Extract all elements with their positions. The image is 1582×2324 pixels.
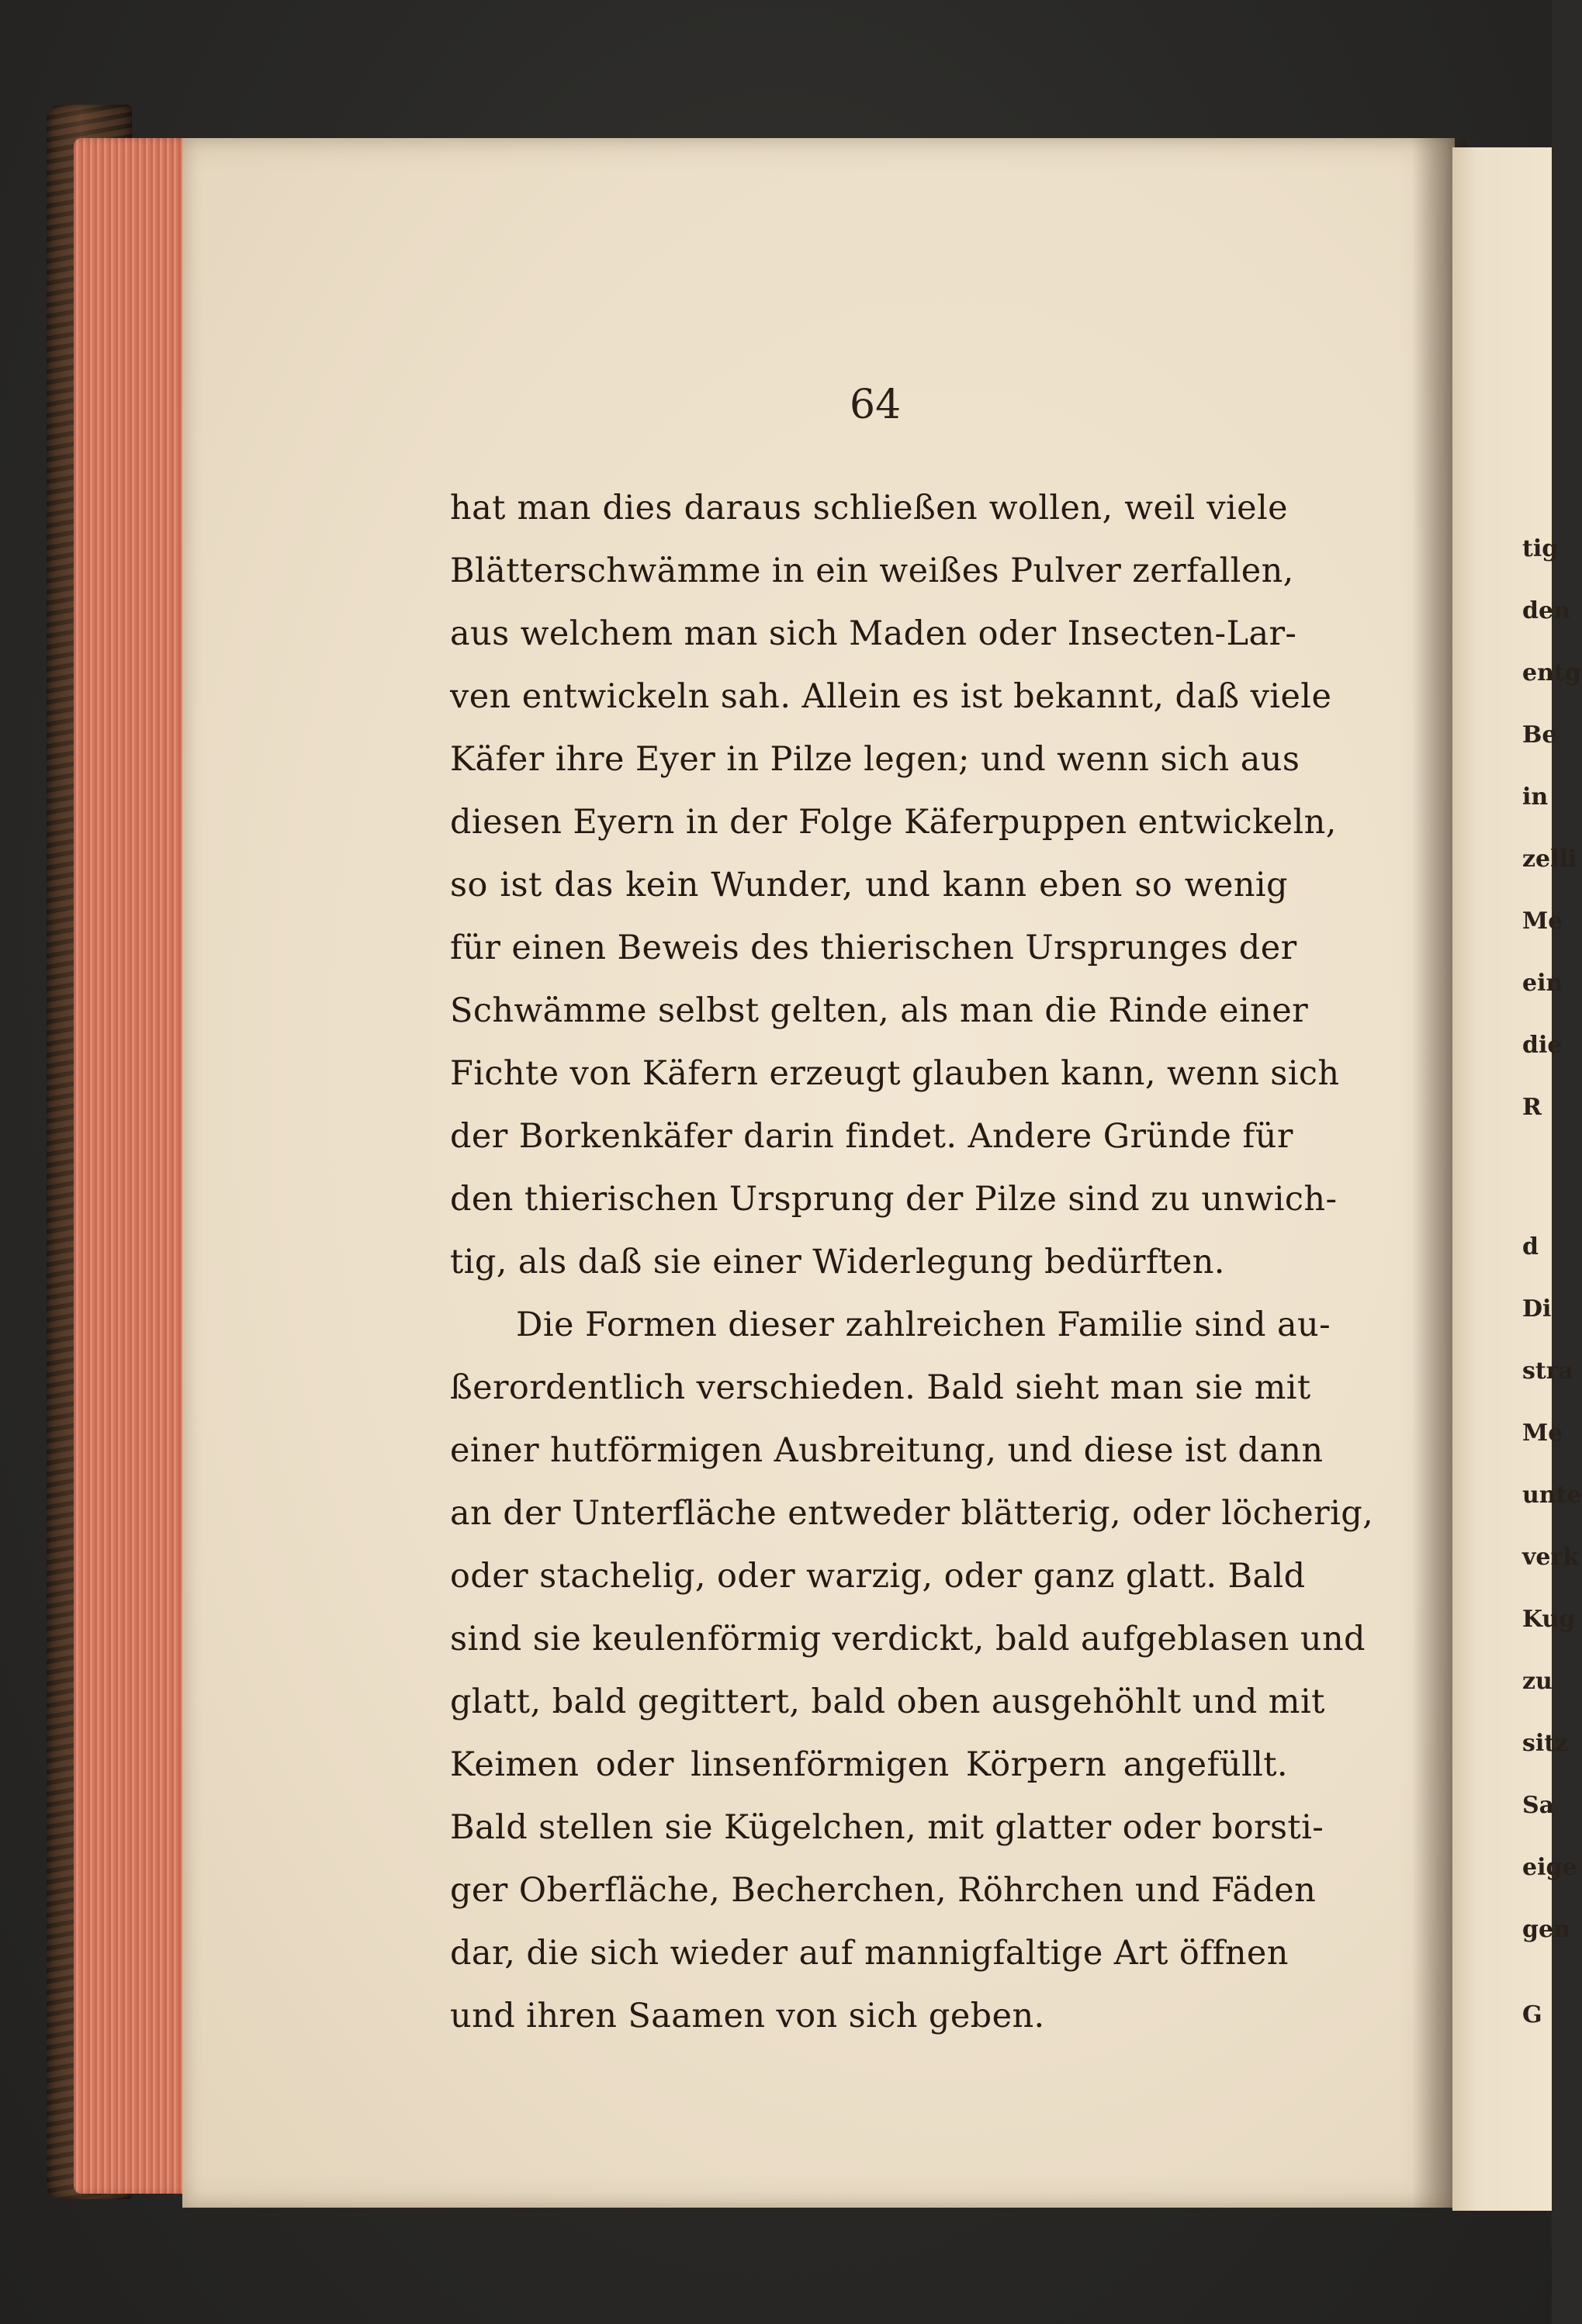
text-line: diesen Eyern in der Folge Käferpuppen entwickeln, [450, 803, 1337, 842]
text-line: Die Formen dieser zahlreichen Familie sind au- [516, 1306, 1331, 1344]
facing-page-fragment: unte [1522, 1482, 1582, 1509]
facing-page-fragment: sitz [1522, 1730, 1569, 1757]
facing-page-fragment: in [1522, 783, 1549, 811]
facing-page-fragment: entg [1522, 659, 1581, 686]
facing-page-fragment: ein [1522, 970, 1563, 997]
text-line: Fichte von Käfern erzeugt glauben kann, wenn sich [450, 1054, 1340, 1093]
facing-page-fragment: Be [1522, 721, 1557, 749]
facing-page-fragment: R [1522, 1094, 1542, 1121]
facing-page-fragment: d [1522, 1233, 1539, 1261]
text-line: und ihren Saamen von sich geben. [450, 1997, 1045, 2035]
text-line: glatt, bald gegittert, bald oben ausgehöhlt und mit [450, 1682, 1325, 1721]
text-line: ßerordentlich verschieden. Bald sieht man sie mit [450, 1368, 1311, 1407]
facing-page-fragment: zu [1522, 1668, 1553, 1695]
facing-page-fragment: die [1522, 1032, 1563, 1059]
text-line: an der Unterfläche entweder blätterig, oder löcherig, [450, 1494, 1374, 1533]
page-edges [74, 138, 190, 2194]
text-line: Bald stellen sie Kügelchen, mit glatter oder borsti- [450, 1808, 1324, 1847]
facing-page-fragment: den [1522, 597, 1570, 624]
facing-page-fragment: Me [1522, 1420, 1563, 1447]
text-line: den thierischen Ursprung der Pilze sind zu unwich- [450, 1180, 1338, 1219]
text-line: Keimen oder linsenförmigen Körpern angefüllt. [450, 1745, 1288, 1784]
facing-page-fragment: gen [1522, 1916, 1570, 1943]
facing-page [1452, 147, 1555, 2211]
text-line: der Borkenkäfer darin findet. Andere Gründe für [450, 1117, 1293, 1156]
text-line: Blätterschwämme in ein weißes Pulver zerfallen, [450, 552, 1294, 590]
facing-page-fragment: Sa [1522, 1792, 1555, 1819]
facing-page-fragment: Di [1522, 1295, 1552, 1323]
facing-page-fragment: Kug [1522, 1606, 1576, 1633]
text-line: sind sie keulenförmig verdickt, bald aufgeblasen und [450, 1620, 1366, 1658]
facing-page-fragment: eige [1522, 1854, 1577, 1881]
text-line: einer hutförmigen Ausbreitung, und diese ist dann [450, 1431, 1324, 1470]
page-number: 64 [850, 382, 902, 428]
text-line: Schwämme selbst gelten, als man die Rinde einer [450, 991, 1309, 1030]
text-line: ven entwickeln sah. Allein es ist bekannt, daß viele [450, 677, 1332, 716]
facing-page-fragment: stra [1522, 1357, 1573, 1385]
text-line: für einen Beweis des thierischen Ursprunges der [450, 929, 1297, 967]
facing-page-fragment: zelli [1522, 846, 1577, 873]
text-block [450, 477, 1374, 2048]
text-line: tig, als daß sie einer Widerlegung bedürften. [450, 1243, 1225, 1281]
text-line: aus welchem man sich Maden oder Insecten-Lar- [450, 614, 1297, 653]
facing-page-fragment: Me [1522, 908, 1563, 935]
text-line: so ist das kein Wunder, und kann eben so wenig [450, 866, 1288, 904]
facing-page-fragment: G [1522, 2001, 1542, 2028]
text-line: ger Oberfläche, Becherchen, Röhrchen und Fäden [450, 1871, 1317, 1910]
text-line: oder stachelig, oder warzig, oder ganz glatt. Bald [450, 1557, 1306, 1596]
text-line: hat man dies daraus schließen wollen, weil viele [450, 489, 1288, 527]
text-line: dar, die sich wieder auf mannigfaltige Art öffnen [450, 1934, 1289, 1973]
text-line: Käfer ihre Eyer in Pilze legen; und wenn sich aus [450, 740, 1300, 779]
facing-page-fragment: tig [1522, 535, 1559, 562]
facing-page-fragment: verk [1522, 1544, 1580, 1571]
